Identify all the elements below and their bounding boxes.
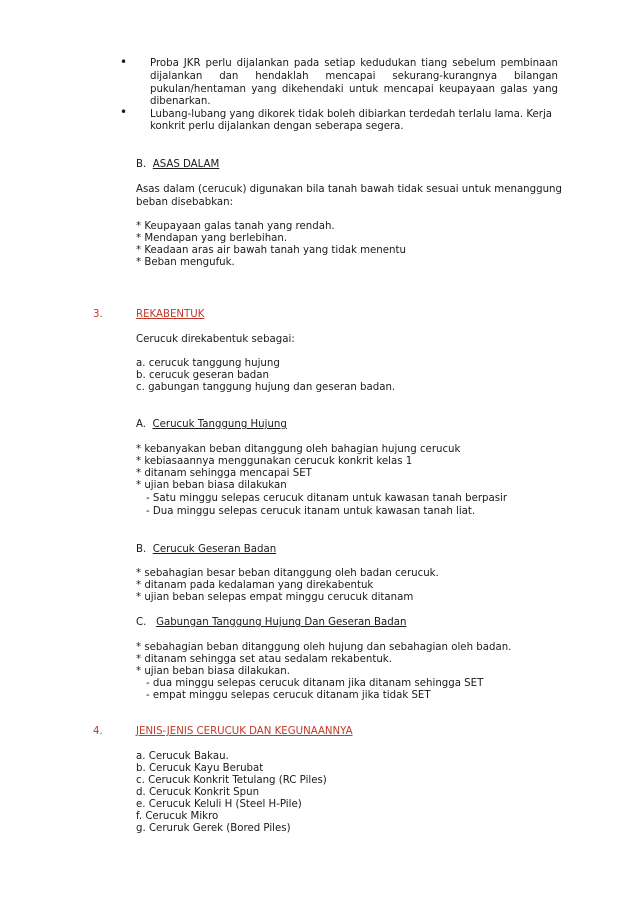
- bullet-text-line: Lubang-lubang yang dikorek tidak boleh dibiarkan terdedah terlalu lama. Kerja: [150, 109, 553, 120]
- sub-c-prefix: C.: [136, 617, 147, 628]
- sub-b-prefix: B.: [136, 544, 147, 555]
- list-item: e. Cerucuk Keluli H (Steel H-Pile): [136, 799, 302, 810]
- bullet-text-line: Proba JKR perlu dijalankan pada setiap kedudukan tiang sebelum pembinaan: [150, 58, 558, 69]
- section-3-heading: REKABENTUK: [136, 309, 205, 320]
- section-4-heading: JENIS-JENIS CERUCUK DAN KEGUNAANNYA: [136, 726, 353, 737]
- dash-item: - Satu minggu selepas cerucuk ditanam untuk kawasan tanah berpasir: [146, 493, 508, 504]
- list-item: * sebahagian beban ditanggung oleh hujung dan sebahagian oleh badan.: [136, 642, 512, 653]
- section-b-intro: beban disebabkan:: [136, 197, 234, 208]
- list-item: d. Cerucuk Konkrit Spun: [136, 787, 260, 798]
- list-item: * Keupayaan galas tanah yang rendah.: [136, 221, 335, 232]
- bullet-text-line: dijalankan dan hendaklah mencapai sekurang-kurangnya bilangan: [150, 71, 558, 82]
- list-item: a. cerucuk tanggung hujung: [136, 358, 280, 369]
- list-item: * kebanyakan beban ditanggung oleh bahagian hujung cerucuk: [136, 444, 461, 455]
- list-item: * ditanam pada kedalaman yang direkabentuk: [136, 580, 374, 591]
- bullet-text-line: dibenarkan.: [150, 96, 211, 107]
- section-b-title: ASAS DALAM: [152, 159, 220, 170]
- bullet-icon: •: [120, 55, 128, 69]
- section-b-prefix: B.: [136, 159, 147, 170]
- list-item: * sebahagian besar beban ditanggung oleh badan cerucuk.: [136, 568, 439, 579]
- list-item: * Beban mengufuk.: [136, 257, 235, 268]
- list-item: * ujian beban biasa dilakukan.: [136, 666, 290, 677]
- list-item: * Mendapan yang berlebihan.: [136, 233, 288, 244]
- section-b-intro: Asas dalam (cerucuk) digunakan bila tanah bawah tidak sesuai untuk menanggung: [136, 184, 562, 195]
- sub-c-heading: [136, 617, 406, 629]
- list-item: c. Cerucuk Konkrit Tetulang (RC Piles): [136, 775, 327, 786]
- list-item: * ditanam sehingga set atau sedalam rekabentuk.: [136, 654, 392, 665]
- dash-item: - empat minggu selepas cerucuk ditanam jika tidak SET: [146, 690, 431, 701]
- sub-c-title: Gabungan Tanggung Hujung Dan Geseran Badan: [156, 617, 407, 628]
- sub-b-heading: [136, 544, 276, 556]
- list-item: * ditanam sehingga mencapai SET: [136, 468, 312, 479]
- dash-item: - dua minggu selepas cerucuk ditanam jika ditanam sehingga SET: [146, 678, 484, 689]
- sub-b-title: Cerucuk Geseran Badan: [152, 544, 277, 555]
- list-item: a. Cerucuk Bakau.: [136, 751, 229, 762]
- section-3-intro: Cerucuk direkabentuk sebagai:: [136, 334, 295, 345]
- list-item: b. Cerucuk Kayu Berubat: [136, 763, 264, 774]
- dash-item: - Dua minggu selepas cerucuk itanam untuk kawasan tanah liat.: [146, 506, 476, 517]
- list-item: * ujian beban biasa dilakukan: [136, 480, 287, 491]
- list-item: c. gabungan tanggung hujung dan geseran badan.: [136, 382, 396, 393]
- list-item: * ujian beban selepas empat minggu cerucuk ditanam: [136, 592, 414, 603]
- section-4-number: 4.: [93, 726, 103, 737]
- sub-a-title: Cerucuk Tanggung Hujung: [152, 419, 287, 430]
- list-item: g. Ceruruk Gerek (Bored Piles): [136, 823, 291, 834]
- bullet-icon: •: [120, 105, 128, 119]
- sub-a-prefix: A.: [136, 419, 147, 430]
- bullet-text-line: konkrit perlu dijalankan dengan seberapa segera.: [150, 121, 404, 132]
- list-item: * kebiasaannya menggunakan cerucuk konkrit kelas 1: [136, 456, 413, 467]
- list-item: f. Cerucuk Mikro: [136, 811, 219, 822]
- section-3-number: 3.: [93, 309, 103, 320]
- bullet-text-line: pukulan/hentaman yang dikehendaki untuk mencapai keupayaan galas yang: [150, 84, 558, 95]
- list-item: b. cerucuk geseran badan: [136, 370, 269, 381]
- section-b-heading: [136, 159, 219, 171]
- list-item: * Keadaan aras air bawah tanah yang tidak menentu: [136, 245, 406, 256]
- sub-a-heading: [136, 419, 287, 431]
